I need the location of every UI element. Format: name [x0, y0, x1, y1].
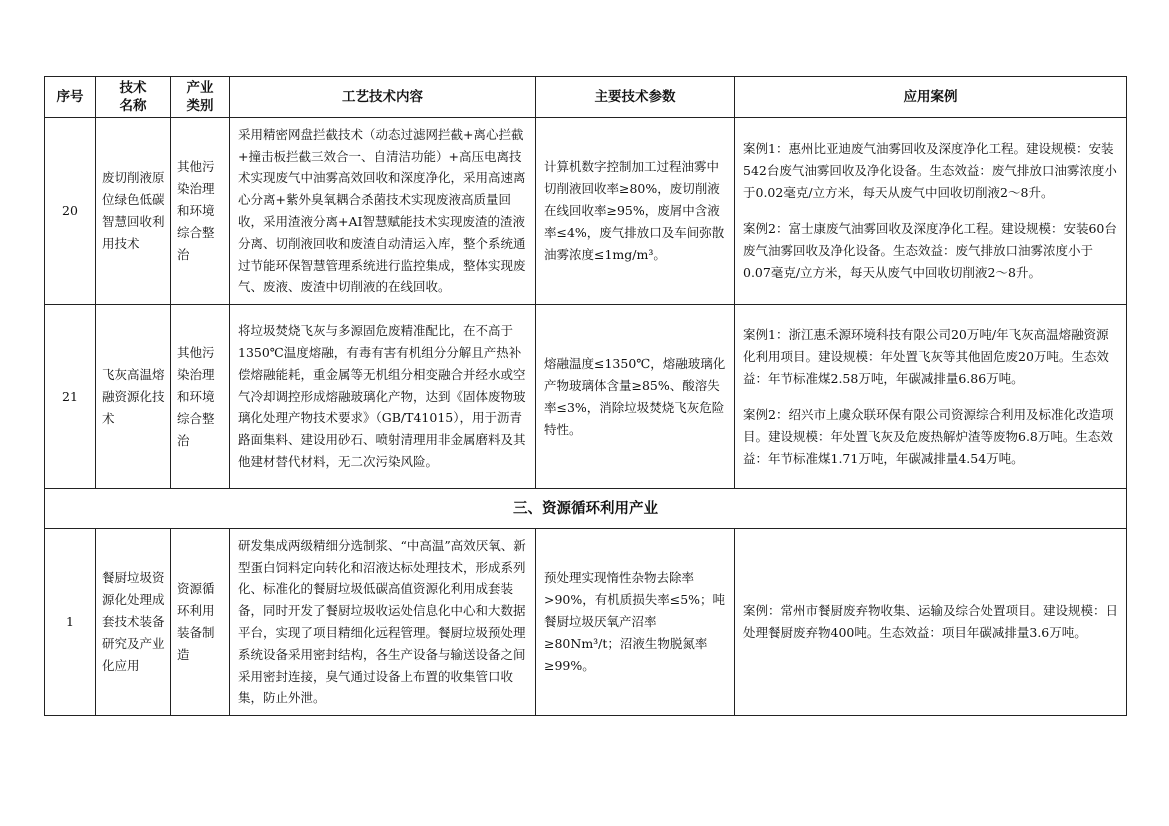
- row-number: 20: [45, 118, 96, 305]
- header-name-text: 技术 名称: [119, 80, 147, 114]
- header-process: 工艺技术内容: [230, 77, 536, 118]
- table-row: [45, 529, 1127, 716]
- case-2: 案例2：富士康废气油雾回收及深度净化工程。建设规模：安装60台废气油雾回收及净化设备。生态效益：废气排放口油雾浓度小于0.07毫克/立方米，每天从废气中回收切削液2～8升。: [743, 221, 1117, 280]
- section-title: 三、资源循环利用产业: [45, 489, 1127, 529]
- header-cases: 应用案例: [735, 77, 1127, 118]
- process-content: 将垃圾焚烧飞灰与多源固危废精准配比，在不高于1350℃温度熔融，有毒有害有机组分分解且产热补偿熔融能耗，重金属等无机组分相变融合并经水或空气冷却调控形成熔融玻璃化产物，达到《固体废物玻璃化处理产物技术要求》（GB/T41015），用于沥青路面集料、建设用砂石、喷射清理用非金属磨料及其他建材替代材料，无二次污染风险。: [230, 305, 536, 489]
- tech-params: 计算机数字控制加工过程油雾中切削液回收率≥80%，废切削液在线回收率≥95%，废屑中含液率≤4%，废气排放口及车间弥散油雾浓度≤1mg/m³。: [536, 118, 735, 305]
- header-no: 序号: [45, 77, 96, 118]
- header-params: 主要技术参数: [536, 77, 735, 118]
- header-category: [171, 77, 230, 118]
- tech-name: 餐厨垃圾资源化处理成套技术装备研究及产业化应用: [96, 529, 171, 716]
- process-content: 采用精密网盘拦截技术（动态过滤网拦截+离心拦截+撞击板拦截三效合一、自清洁功能）+高压电离技术实现废气中油雾高效回收和深度净化，采用高速离心分离+紫外臭氧耦合杀菌技术实现废液高质量回收，采用渣液分离+AI智慧赋能技术实现废渣的渣液分离、切削液回收和废渣自动清运入库，整个系统通过节能环保智慧管理系统进行监控集成，整体实现废气、废液、废渣中切削液的在线回收。: [230, 118, 536, 305]
- industry-category: 资源循环利用装备制造: [171, 529, 230, 716]
- tech-name: 废切削液原位绿色低碳智慧回收利用技术: [96, 118, 171, 305]
- row-number: 21: [45, 305, 96, 489]
- technology-table: [44, 76, 1127, 716]
- header-row: [45, 77, 1127, 118]
- header-category-text: 产业 类别: [186, 80, 214, 114]
- industry-category: 其他污染治理和环境综合整治: [171, 305, 230, 489]
- case-1: 案例：常州市餐厨废弃物收集、运输及综合处置项目。建设规模：日处理餐厨废弃物400吨。生态效益：项目年碳减排量3.6万吨。: [743, 603, 1119, 640]
- section-row: [45, 489, 1127, 529]
- case-1: 案例1：浙江惠禾源环境科技有限公司20万吨/年飞灰高温熔融资源化利用项目。建设规模：年处置飞灰等其他固危废20万吨。生态效益：年节标准煤2.58万吨，年碳减排量6.86万吨。: [743, 326, 1109, 386]
- case-1: 案例1：惠州比亚迪废气油雾回收及深度净化工程。建设规模：安装542台废气油雾回收及净化设备。生态效益：废气排放口油雾浓度小于0.02毫克/立方米，每天从废气中回收切削液2～8升。: [743, 141, 1117, 200]
- application-cases: [735, 305, 1127, 489]
- tech-params: 熔融温度≤1350℃，熔融玻璃化产物玻璃体含量≥85%、酸溶失率≤3%，消除垃圾焚烧飞灰危险特性。: [536, 305, 735, 489]
- document-page: [44, 76, 1126, 716]
- application-cases: [735, 118, 1127, 305]
- header-name: [96, 77, 171, 118]
- row-number: 1: [45, 529, 96, 716]
- table-row: [45, 305, 1127, 489]
- application-cases: [735, 529, 1127, 716]
- industry-category: 其他污染治理和环境综合整治: [171, 118, 230, 305]
- process-content: 研发集成两级精细分选制浆、“中高温”高效厌氧、新型蛋白饲料定向转化和沼液达标处理技术，形成系列化、标准化的餐厨垃圾低碳高值资源化利用成套装备，同时开发了餐厨垃圾收运处信息化中心和大数据平台，实现了项目精细化远程管理。餐厨垃圾预处理系统设备采用密封结构，各生产设备与输送设备之间采用密封连接，臭气通过设备上布置的收集管口收集，防止外泄。: [230, 529, 536, 716]
- tech-params: 预处理实现惰性杂物去除率>90%，有机质损失率≤5%；吨餐厨垃圾厌氧产沼率≥80Nm³/t；沼液生物脱氮率≥99%。: [536, 529, 735, 716]
- case-2: 案例2：绍兴市上虞众联环保有限公司资源综合利用及标准化改造项目。建设规模：年处置飞灰及危废热解炉渣等废物6.8万吨。生态效益：年节标准煤1.71万吨，年碳减排量4.54万吨。: [743, 406, 1114, 466]
- tech-name: 飞灰高温熔融资源化技术: [96, 305, 171, 489]
- table-row: [45, 118, 1127, 305]
